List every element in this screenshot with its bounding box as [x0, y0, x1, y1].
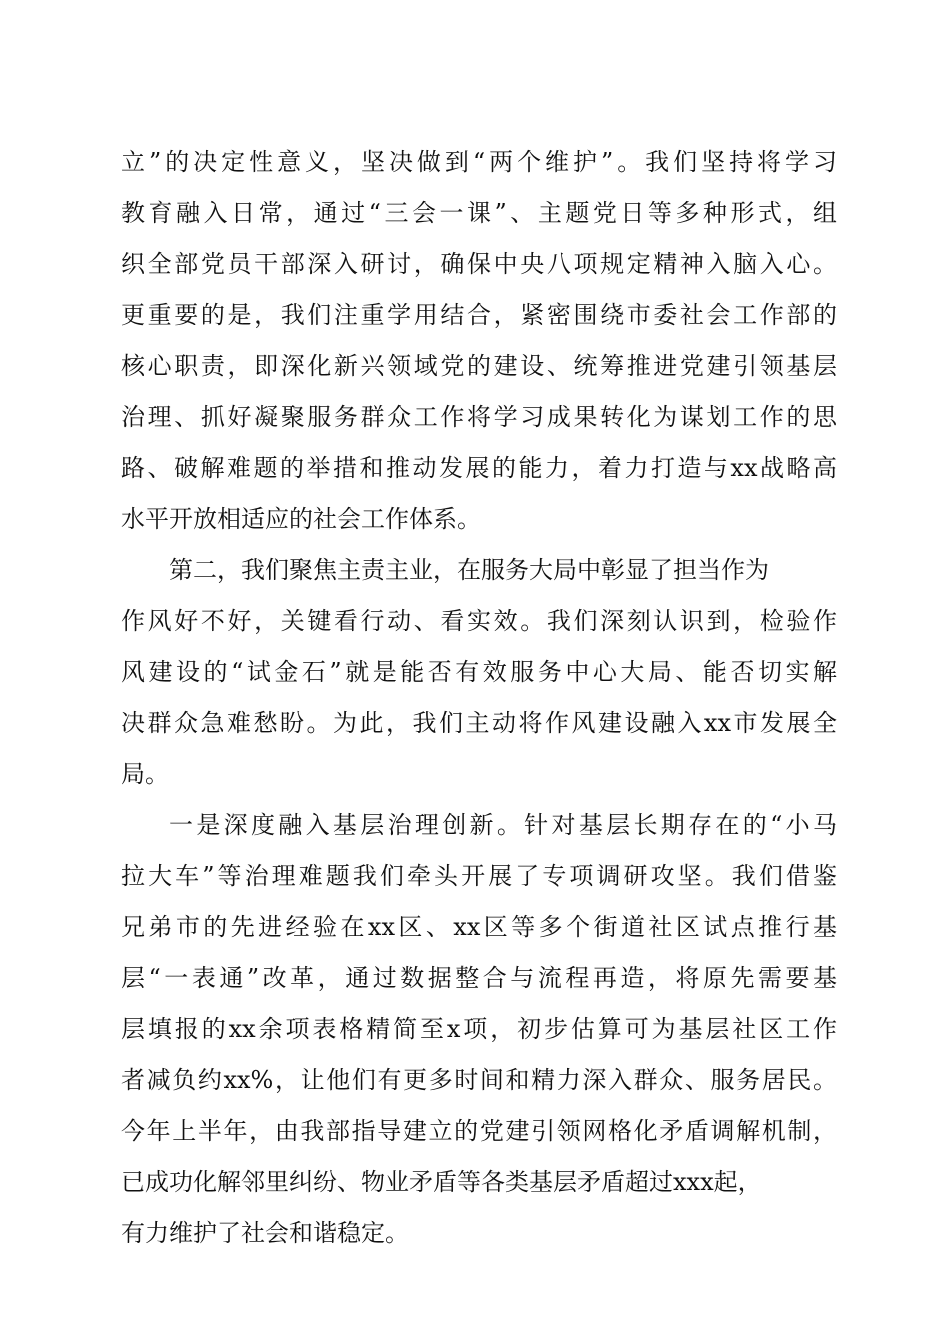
paragraph-2: [121, 545, 837, 800]
document-body: [121, 137, 837, 1259]
paragraph-heading: 第二，我们聚焦主责主业，在服务大局中彰显了担当作为: [169, 556, 769, 584]
text-line: 水平开放相适应的社会工作体系。: [121, 505, 481, 533]
paragraph-1: [121, 137, 837, 545]
text-line: 更重要的是，我们注重学用结合，紧密围绕市委社会工作部的: [121, 301, 837, 329]
text-line: 者减负约xx%，让他们有更多时间和精力深入群众、服务居民。: [121, 1066, 837, 1094]
text-line: 立”的决定性意义，坚决做到“两个维护”。我们坚持将学习: [121, 148, 837, 176]
text-line: 兄弟市的先进经验在xx区、xx区等多个街道社区试点推行基: [121, 913, 837, 941]
text-line: 局。: [121, 760, 169, 788]
text-line: 层“一表通”改革，通过数据整合与流程再造，将原先需要基: [121, 964, 837, 992]
paragraph-3: [121, 800, 837, 1259]
text-line: 一是深度融入基层治理创新。针对基层长期存在的“小马: [169, 811, 837, 839]
text-line: 层填报的xx余项表格精简至x项，初步估算可为基层社区工作: [121, 1015, 837, 1043]
text-line: 作风好不好，关键看行动、看实效。我们深刻认识到，检验作: [121, 607, 837, 635]
text-line: 风建设的“试金石”就是能否有效服务中心大局、能否切实解: [121, 658, 837, 686]
text-line: 今年上半年，由我部指导建立的党建引领网格化矛盾调解机制，: [121, 1117, 837, 1145]
text-line: 核心职责，即深化新兴领域党的建设、统筹推进党建引领基层: [121, 352, 837, 380]
text-line: 已成功化解邻里纠纷、物业矛盾等各类基层矛盾超过xxx起，: [121, 1168, 762, 1196]
text-line: 织全部党员干部深入研讨，确保中央八项规定精神入脑入心。: [121, 250, 837, 278]
text-line: 治理、抓好凝聚服务群众工作将学习成果转化为谋划工作的思: [121, 403, 837, 431]
text-line: 教育融入日常，通过“三会一课”、主题党日等多种形式，组: [121, 199, 837, 227]
text-line: 路、破解难题的举措和推动发展的能力，着力打造与xx战略高: [121, 454, 837, 482]
text-line: 拉大车”等治理难题我们牵头开展了专项调研攻坚。我们借鉴: [121, 862, 837, 890]
text-line: 有力维护了社会和谐稳定。: [121, 1219, 409, 1247]
text-line: 决群众急难愁盼。为此，我们主动将作风建设融入xx市发展全: [121, 709, 837, 737]
